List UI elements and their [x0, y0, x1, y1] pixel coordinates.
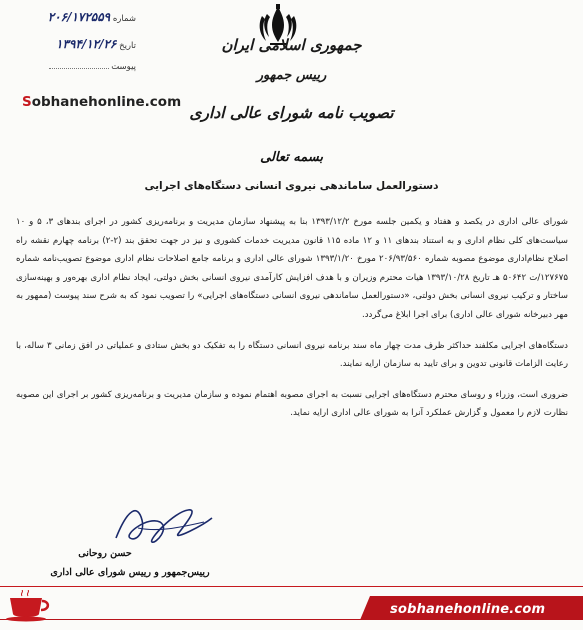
body-paragraph-3: ضروری است، وزراء و روسای محترم دستگاه‌های اجرایی نسبت به اجرای مصوبه اهتمام نموده و سازمان مدیریت و برنامه‌ریزی کشور بر اجرای این مصوبه نظارت لازم را معمول و گزارش عملکرد آنرا به شورای عالی اداری ارایه نماید.: [16, 389, 568, 419]
watermark-top-initial: S: [22, 94, 32, 110]
watermark-bottom: sobhanehonline.com: [390, 602, 546, 617]
signatory-name: حسن روحانی: [78, 548, 132, 559]
meta-number-value: ۲۰۶/۱۷۲۵۵۹: [47, 10, 111, 24]
watermark-top-rest: obhanehonline.com: [31, 94, 182, 110]
meta-date-row: [18, 37, 136, 53]
body-paragraph-2: دستگاه‌های اجرایی مکلفند حداکثر ظرف مدت چهار ماه سند برنامه نیروی انسانی دستگاه را به تفکیک دو بخش ستادی و عملیاتی در افق زمانی ۳ ساله، با رعایت الزامات قانونی تدوین و برای تایید به سازمان ارایه نمایند.: [16, 340, 568, 370]
invocation: بسمه تعالی: [260, 150, 323, 165]
meta-number-row: [18, 10, 136, 26]
meta-date-value: ۱۳۹۴/۱۲/۲۶: [56, 37, 117, 51]
body-paragraph-1: شورای عالی اداری در یکصد و هفتاد و یکمین جلسه مورخ ۱۳۹۳/۱۲/۲ بنا به پیشنهاد سازمان مدیریت و برنامه‌ریزی کشور در اجرای بندهای ۳، ۵ و ۱۰ سیاست‌های کلی نظام اداری و به استناد بندهای ۱۱ و ۱۲ ماده ۱۱۵ قانون مدیریت خدمات کشوری و نیز در جهت تحقق بند (۲-۲) برنامه چهارم نقشه راه اصلاح نظام‌اداری موضوع مصوبه شماره ۲۰۶/۹۳/۵۶۰ مورخ ۱۳۹۳/۱/۲۰ شورای عالی اداری و برنامه جامع اصلاحات نظام اداری موضوع تصویب‌نامه شماره ۱۲۷۶۷۵/ت ۵۰۶۴۲ هـ تاریخ ۱۳۹۳/۱۰/۲۸ هیات محترم وزیران و با هدف افزایش کارآمدی نیروی انسانی بخش دولتی، ایجاد نظام اداری بهره‌ور و بهینه‌سازی ساختار و ترکیب نیروی انسانی بخش دولتی، «دستورالعمل ساماندهی نیروی انسانی دستگاه‌های اجرایی» را تصویب نمود که به شرح سند پیوست (ممهور به مهر دبیرخانه شورای عالی اداری) برای اجرا ابلاغ می‌گردد.: [16, 217, 569, 320]
coffee-cup-logo: [4, 590, 60, 622]
header-country: جمهوری اسلامی ایران: [221, 36, 362, 54]
meta-attachment-row: [18, 62, 136, 78]
document-body: [16, 213, 568, 423]
meta-attachment-label: پیوست: [111, 62, 136, 72]
meta-number-label: شماره: [112, 14, 136, 24]
handwritten-signature: [108, 498, 218, 552]
meta-date-label: تاریخ: [119, 41, 136, 51]
document-title: دستورالعمل ساماندهی نیروی انسانی دستگاه‌های اجرایی: [144, 180, 439, 192]
header-subject: تصویب نامه شورای عالی اداری: [189, 103, 394, 122]
header-office: رییس جمهور: [256, 68, 327, 83]
watermark-top: [22, 94, 181, 110]
signatory-title: رییس‌جمهور و رییس شورای عالی اداری: [50, 567, 210, 578]
